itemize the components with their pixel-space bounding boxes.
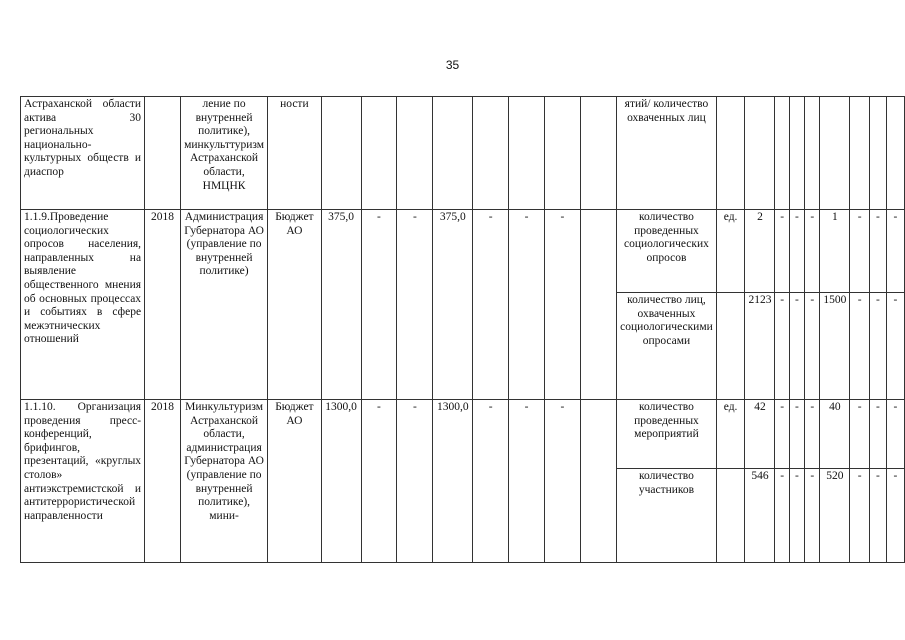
- value-cell: [745, 97, 775, 210]
- value-cell: [805, 97, 820, 210]
- finance-cell: [545, 97, 581, 210]
- finance-cell: -: [509, 210, 545, 400]
- value-cell: [869, 97, 886, 210]
- finance-cell: -: [545, 210, 581, 400]
- finance-cell: [473, 97, 509, 210]
- finance-cell: 1300,0: [433, 400, 473, 563]
- indicator-cell: количество проведенных социологических опросов: [617, 210, 717, 293]
- value-cell: 40: [820, 400, 850, 469]
- finance-cell: -: [397, 400, 433, 563]
- finance-cell: -: [509, 400, 545, 563]
- value-cell: 1500: [820, 293, 850, 400]
- finance-cell: 375,0: [433, 210, 473, 400]
- value-cell: -: [775, 469, 789, 563]
- value-cell: [820, 97, 850, 210]
- finance-total-cell: 1300,0: [321, 400, 361, 563]
- value-cell: -: [886, 293, 904, 400]
- value-cell: -: [850, 469, 870, 563]
- value-cell: 2: [745, 210, 775, 293]
- value-cell: -: [869, 293, 886, 400]
- value-cell: [775, 97, 789, 210]
- page-number: 35: [445, 58, 460, 72]
- value-cell: -: [805, 293, 820, 400]
- finance-cell: -: [473, 210, 509, 400]
- value-cell: -: [775, 210, 789, 293]
- value-cell: -: [789, 210, 804, 293]
- indicator-cell: количество участников: [617, 469, 717, 563]
- value-cell: -: [850, 210, 870, 293]
- measure-name-cell: 1.1.9.Проведение социологических опросов населения, направленных на выявление общественного мнения об основных процессах и событиях в сфере межэтнических отношений: [21, 210, 145, 400]
- finance-cell: -: [397, 210, 433, 400]
- value-cell: -: [869, 400, 886, 469]
- value-cell: -: [805, 469, 820, 563]
- indicator-cell: количество лиц, охваченных социологическими опросами: [617, 293, 717, 400]
- value-cell: 520: [820, 469, 850, 563]
- unit-cell: [716, 97, 745, 210]
- executor-cell: Минкультуризм Астраханской области, администрация Губернатора АО (управление по внутренней политике), мини-: [181, 400, 268, 563]
- source-cell: Бюджет АО: [268, 210, 322, 400]
- finance-cell: [397, 97, 433, 210]
- value-cell: [886, 97, 904, 210]
- measure-name-cell: 1.1.10. Организация проведения пресс-конференций, брифингов, презентаций, «круглых столов» антиэкстремистской и антитеррористической направленности: [21, 400, 145, 563]
- value-cell: 42: [745, 400, 775, 469]
- value-cell: 1: [820, 210, 850, 293]
- finance-total-cell: 375,0: [321, 210, 361, 400]
- unit-cell: [716, 469, 745, 563]
- year-cell: 2018: [145, 210, 181, 400]
- program-table: [20, 96, 905, 563]
- finance-cell: -: [361, 400, 397, 563]
- finance-cell: -: [361, 210, 397, 400]
- value-cell: -: [850, 400, 870, 469]
- value-cell: 2123: [745, 293, 775, 400]
- indicator-cell: количество проведенных мероприятий: [617, 400, 717, 469]
- value-cell: [850, 97, 870, 210]
- value-cell: -: [886, 210, 904, 293]
- value-cell: -: [775, 400, 789, 469]
- value-cell: -: [850, 293, 870, 400]
- year-cell: [145, 97, 181, 210]
- year-cell: 2018: [145, 400, 181, 563]
- value-cell: [789, 97, 804, 210]
- unit-cell: [716, 293, 745, 400]
- finance-cell: -: [545, 400, 581, 563]
- value-cell: -: [869, 210, 886, 293]
- value-cell: 546: [745, 469, 775, 563]
- value-cell: -: [886, 469, 904, 563]
- finance-cell: [361, 97, 397, 210]
- finance-cell: [580, 210, 616, 400]
- executor-cell: Администрация Губернатора АО (управление по внутренней политике): [181, 210, 268, 400]
- source-cell: ности: [268, 97, 322, 210]
- table-row: [21, 210, 905, 293]
- source-cell: Бюджет АО: [268, 400, 322, 563]
- finance-total-cell: [321, 97, 361, 210]
- table-row: [21, 97, 905, 210]
- measure-name-cell: Астраханской области актива 30 региональных национально-культурных обществ и диаспор: [21, 97, 145, 210]
- value-cell: -: [789, 400, 804, 469]
- value-cell: -: [805, 210, 820, 293]
- value-cell: -: [789, 293, 804, 400]
- value-cell: -: [886, 400, 904, 469]
- finance-cell: [580, 400, 616, 563]
- unit-cell: ед.: [716, 210, 745, 293]
- finance-cell: -: [473, 400, 509, 563]
- finance-cell: [433, 97, 473, 210]
- finance-cell: [580, 97, 616, 210]
- executor-cell: ление по внутренней политике), минкульттуризм Астраханской области, НМЦНК: [181, 97, 268, 210]
- indicator-cell: ятий/ количество охваченных лиц: [617, 97, 717, 210]
- value-cell: -: [805, 400, 820, 469]
- finance-cell: [509, 97, 545, 210]
- value-cell: -: [869, 469, 886, 563]
- unit-cell: ед.: [716, 400, 745, 469]
- table-row: [21, 400, 905, 469]
- value-cell: -: [775, 293, 789, 400]
- value-cell: -: [789, 469, 804, 563]
